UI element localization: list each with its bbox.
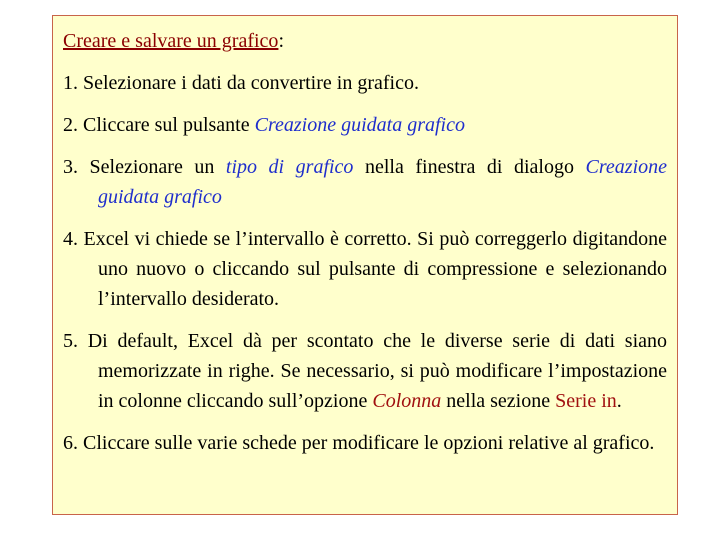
step-3-text: 3. Selezionare un (63, 156, 226, 178)
step-5-section-name: Serie in (555, 390, 617, 412)
step-3 (63, 152, 667, 212)
step-1 (63, 68, 667, 98)
step-3-chart-type: tipo di grafico (225, 156, 354, 178)
step-6-text: 6. Cliccare sulle varie schede per modificare le opzioni relative al grafico. (63, 432, 655, 454)
title-line (63, 26, 667, 56)
step-1-text: 1. Selezionare i dati da convertire in grafico. (63, 72, 419, 94)
step-2-text: 2. Cliccare sul pulsante (63, 114, 255, 136)
step-4-text: 4. Excel vi chiede se l’intervallo è corretto. Si può correggerlo digitandone uno nuovo o cliccando sul pulsante di compressione e selezionando l’intervallo desiderato. (63, 228, 667, 310)
page-title: Creare e salvare un grafico (63, 30, 279, 52)
step-6 (63, 428, 667, 458)
step-5 (63, 326, 667, 416)
step-5-text: 5. Di default, Excel dà per scontato che le diverse serie di dati siano memorizzate in righe. Se necessario, si può modificare l’impostazione in colonne cliccando sull’opzione (63, 330, 667, 412)
step-2-button-name: Creazione guidata grafico (254, 114, 465, 136)
step-3-dialog-name: Creazione guidata grafico (98, 156, 668, 208)
step-4 (63, 224, 667, 314)
step-5-mid-text: nella sezione (441, 390, 556, 412)
step-5-option-name: Colonna (372, 390, 442, 412)
step-2 (63, 110, 667, 140)
step-3-mid-text: nella finestra di dialogo (353, 156, 586, 178)
title-colon: : (278, 30, 284, 52)
instructions-card (52, 15, 678, 515)
step-5-end: . (616, 390, 622, 412)
